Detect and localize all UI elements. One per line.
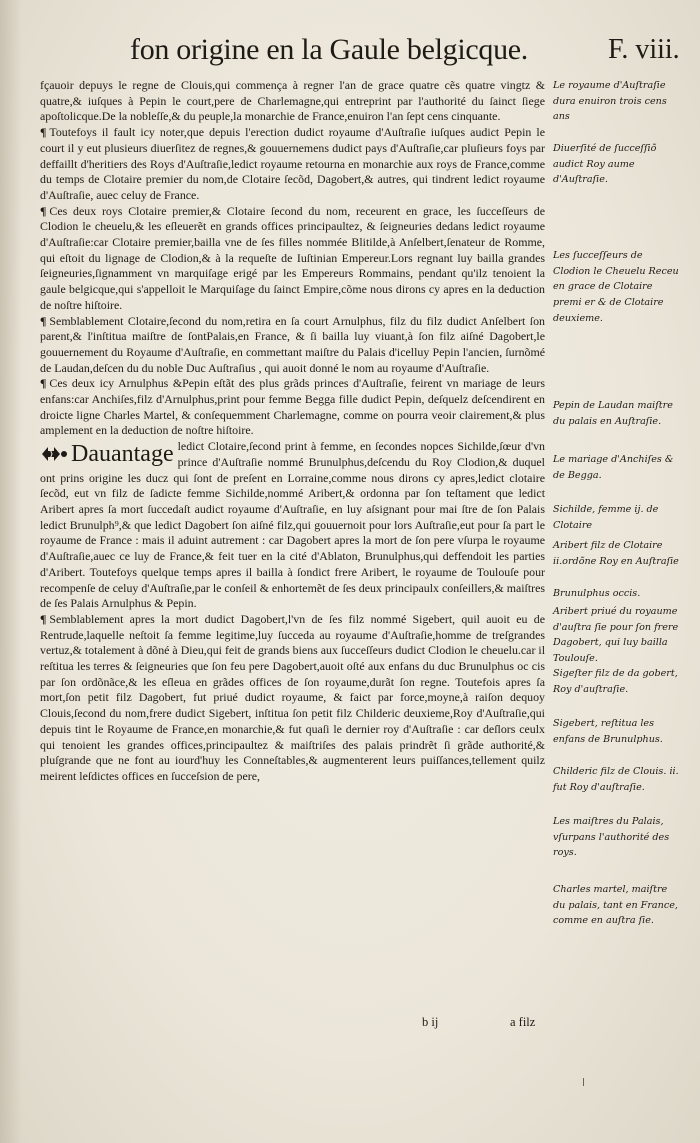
margin-note: Brunulphus occis. [553,588,641,599]
paragraph [40,78,545,125]
margin-note: Les maiſtres du Palais, vſurpans l'authorité des roys. [553,816,670,859]
margin-note: Sigeſter filz de da gobert, Roy d'auſtraſie. [553,668,678,695]
paragraph [40,612,545,785]
page-mark [583,1078,584,1086]
margin-note: Aribert filz de Clotaire ii.ordõne Roy en Auſtraſie [553,540,679,567]
margin-note: Pepin de Laudan maiſtre du palais en Auſtraſie. [553,400,673,427]
pilcrow-mark: ¶ [40,611,47,626]
margin-note: Sigebert, reſtitua les enfans de Brunulphus. [553,718,663,745]
margin-note: Les ſucceſſeurs de Clodion le Cheuelu Receu en grace de Clotaire premi er & de Clotaire deuxieme. [553,250,679,324]
paragraph-text: Semblablement apres la mort dudict Dagobert,l'vn de ſes filz nommé Sigebert, quil auoit eu de Rentrude,laquelle neſtoit ſa femme legitime,luy ſucceda au royaume d'Auſtraſie,homme de treſgrandes vertuz,& totalement à dõné à Dieu,qui feit de grands biens aux ſucceſſeurs dudict Clodion le cheuelu.car il reſtitua les terres & ſeigneuries que ſon feu pere Dagobert,auoit oſté aux enfans du duc Brunulphus oc cis par ſon ordõnãce,& les eſleua en grãdes offices de ſon royaume,durãt ſon regne. Toutefois apres ſa mort,ſon petit filz Dagobert, fut priué dudict royaume, & faict par force,moyne,à raiſon dequoy Clouis,ſecond du nom,frere dudict Sigebert, inſtitua ſon petit filz Childeric deuxieme,Roy d'Auſtraſie,qui depuis tint le Royaume de France,en monarchie,& fut quaſi le dernier roy d'Auſtraſie : car deſlors ceulx qui tenoient les grandes offices,principaultez & maiſtriſes des palais prindrẽt ſi grãde authorité,& pluſgrande que ne font au iourd'huy les Conneſtables,& augmenterent leurs puiſſances,tellement quilz meirent leſdictes offices en ſucceſsion de pere, [40,611,545,783]
margin-note: Childeric filz de Clouis. ii. fut Roy d'auſtraſie. [553,766,679,793]
paragraph [40,376,545,439]
running-title: fon origine en la Gaule belgicque. [130,33,528,66]
dauantage-paragraph [40,439,545,612]
paragraph-text: Semblablement Clotaire,ſecond du nom,retira en ſa court Arnulphus, filz du filz dudict Anſelbert ſon parent,& l'inſtitua maiſtre de ſontPalais,en France, & ſi bailla luy viuant,à ſon filz aiſné Dagobert,le gouuernement du Royaume d'Auſtraſie, en commettant maiſtre du Palais d'icelluy Pepin l'ancien, ſurnõmé de Laudan,deſcen du du noble Duc Auſtraſius , qui auoit donné le nom au royaume d'Auſtraſie. [40,313,545,375]
pilcrow-mark: ¶ [40,313,47,328]
margin-note: Diuerſité de ſucceſſiõ audict Roy aume d'Auſtraſie. [553,143,657,186]
paragraph [40,125,545,204]
margin-note: Sichilde, femme ij. de Clotaire [553,504,659,531]
main-text-column [40,78,545,785]
paragraph-text: ledict Clotaire,ſecond print à femme, en ſecondes nopces Sichilde,ſœur d'vn prince d'Auſtraſie nommé Brunulphus,deſcendu du Roy Clodion,& duquel ont prins origine les ducz qui ſont de preſent en Lorraine,comme nous dirons cy apres,ledict clotaire ſecõd, eut vn filz de ſadicte femme Sichilde,nommé Aribert,& ordonna par ſon teſtament que ledict Aribert apres ſa mort ſuccedaſt audict royaume d'Auſtraſie, en luy aſsignant pour mai ſtre de ſon Palais ledict Brunulph⁹,& que ledict Dagobert ſon aiſné filz,qui gouuernoit pour lors Auſtraſie,eut pour ſa part le royaume de France : mais il aduint autrement : car Dagobert apres la mort de ſon pere vſurpa le royaume d'Auſtraſie,auec ce luy de France,& feit tuer en la cité d'Ablaton, Brunulphus,qui deffendoit les parties d'Aribert. Toutefoys quelque temps apres il bailla à ſondict frere Aribert, le royaume de Toulouſe pour recompenſe de celuy d'Auſtraſie,par le conſeil & enhortemẽt de ſes deux principaulx conſeillers,& maiſtres de ſes Palais Arnulphus & Pepin. [40,439,545,611]
signature-mark: b ij [422,1015,439,1029]
initial-word-block [40,441,174,467]
paragraph-text: fçauoir depuys le regne de Clouis,qui commença à regner l'an de grace quatre cẽs quatre vingtz & quatre,& iuſques à Pepin le court,pere de Charlemagne,qui entreprint par l'authorité du ſainct ſiege apoſtolicque.De la nobleſſe,& du peuple,la monarchie de France,enuiron l'an ſept cens cinquante. [40,78,545,124]
fleuron-ornament-icon [40,445,68,463]
margin-note: Le mariage d'Anchiſes & de Begga. [553,454,674,481]
gutter-shadow [0,0,22,1143]
paragraph [40,314,545,377]
margin-note: Le royaume d'Auſtraſie dura enuiron trois cens ans [553,80,667,123]
initial-word: Dauantage [71,441,174,468]
pilcrow-mark: ¶ [40,203,47,218]
pilcrow-mark: ¶ [40,125,47,140]
pilcrow-mark: ¶ [40,376,47,391]
margin-note: Aribert priué du royaume d'auſtra ſie pour ſon frere Dagobert, qui luy bailla Toulouſe. [553,606,679,665]
folio-number: F. viii. [608,34,680,65]
catchword: a filz [510,1015,536,1029]
paragraph-text: Toutefoys il fault icy noter,que depuis l'erection dudict royaume d'Auſtraſie iuſques audict Pepin le court il y eut plusieurs diuerſitez de regnes,& gouuernemens dudict pays d'Auſtraſie,car pluſieurs foys par deffaillt d'heritiers des Roys d'Auſtraſie,ledict royaume retourna en monarchie aux roys de France,comme du temps de Clotaire premier du nom,de Clotaire ſecõd, Dagobert,& autres, qui tindrent ledict royaume d'Auſtraſie, auec celuy de France. [40,125,545,202]
paragraph-text: Ces deux icy Arnulphus &Pepin eſtãt des plus grãds princes d'Auſtraſie, feirent vn mariage de leurs enfans:car Anchiſes,filz d'Arnulphus,print pour femme Begga fille dudict Pepin, deſquelz deſcendirent en droicte ligne Charles Martel, & conſequemment Charlemagne, comme on pourra veoir clairement,& plus amplement en la deduction de noſtre hiſtoire. [40,376,545,438]
paragraph-text: Ces deux roys Clotaire premier,& Clotaire ſecond du nom, receurent en grace, les ſucceſſeurs de Clodion le cheuelu,& les eſleuerẽt en grands offices principaultez, & ſeigneuries dedans ledict royaume d'Auſtraſie:car Clotaire premier,bailla vne de ſes filles nommée Blitilde,à Anſelbert,ſenateur de Romme, qui eſtoit du lignage de Clodion,& à la requeſte de Iuſtinian Empereur.Lors regnant luy bailla grandes ſeigneuries,ſignamment vn marquiſage erigé par les Empereurs Rommains, pendant qu'ilz tenoient la gaule belgicque,qui s'appelloit le Marquiſage du ſainct Empire,cõme nous dirons cy apres en la deduction de noſtre hiſtoire. [40,203,545,312]
paragraph [40,204,545,314]
margin-note: Charles martel, maiſtre du palais, tant en France, comme en auſtra ſie. [553,884,678,927]
